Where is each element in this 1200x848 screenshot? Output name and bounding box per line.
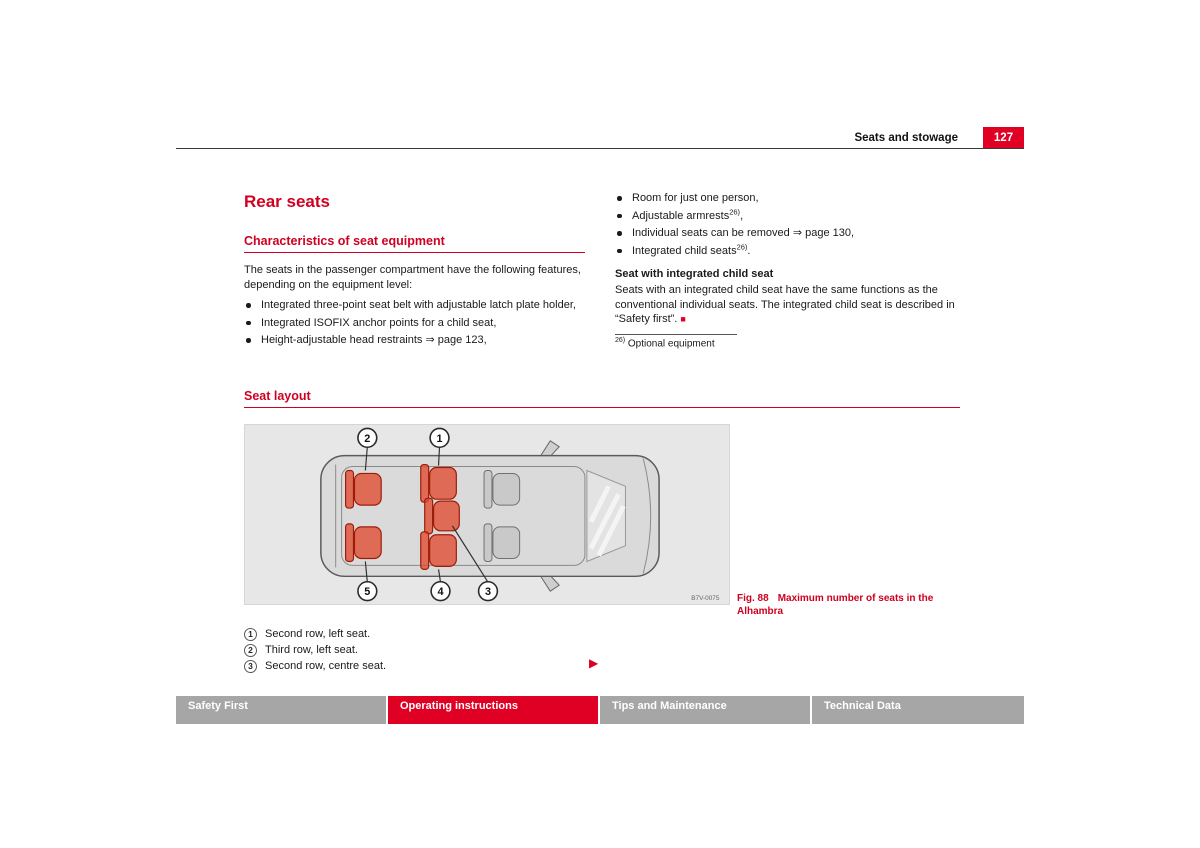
seat-layout-rule: [244, 407, 960, 408]
list-item-text: Adjustable armrests: [632, 209, 730, 222]
end-of-section-icon: ■: [680, 314, 686, 324]
figure-code: B7V-0075: [691, 595, 720, 603]
list-item-tail: .: [747, 244, 751, 257]
legend-number-icon: 2: [244, 644, 257, 657]
footer-tab-operating-instructions[interactable]: Operating instructions: [388, 696, 598, 724]
bullet-icon: [617, 249, 622, 254]
list-item-text: Height-adjustable head restraints ⇒ page 123,: [261, 334, 487, 346]
continued-arrow-icon: ▶: [589, 656, 599, 670]
footnote-ref: 26): [729, 206, 741, 216]
figure-caption-label: Fig. 88: [737, 593, 769, 604]
list-item-text: Integrated child seats: [632, 244, 737, 257]
legend-item: [244, 658, 386, 674]
footnote-text: Optional equipment: [627, 338, 715, 350]
section-heading-seat-layout: Seat layout: [244, 389, 311, 403]
list-item-text: Individual seats can be removed ⇒ page 130,: [632, 227, 855, 239]
front-seat-right: [484, 524, 520, 562]
second-row-right-seat: [421, 532, 457, 570]
car-top-view-diagram: [245, 425, 729, 604]
bullet-icon: [617, 231, 622, 236]
bullet-icon: [246, 303, 251, 308]
callout-1: [430, 428, 449, 447]
figure-seat-diagram: [244, 424, 730, 605]
footnote-rule: [615, 334, 737, 335]
svg-text:2: 2: [364, 432, 371, 445]
header-section-title: Seats and stowage: [854, 132, 958, 144]
legend-text: Second row, centre seat.: [265, 660, 387, 672]
page-number-badge: 127: [983, 127, 1024, 148]
legend-number-icon: 3: [244, 660, 257, 673]
list-item: [615, 193, 967, 205]
svg-text:3: 3: [484, 586, 492, 599]
list-item-text: Integrated three-point seat belt with adjustable latch plate holder,: [261, 299, 576, 311]
footer-tab-tips-maintenance[interactable]: Tips and Maintenance: [600, 696, 810, 724]
figure-caption: [737, 592, 977, 618]
section-heading-rule: [244, 252, 585, 253]
page-title: Rear seats: [244, 192, 331, 211]
legend-text: Second row, left seat.: [265, 628, 371, 640]
list-item: [615, 206, 967, 223]
list-item: [244, 318, 594, 330]
child-seat-text: Seats with an integrated child seat have the same functions as the conventional individual seats. The integrated child seat is described in “Safety first”.: [615, 284, 955, 325]
intro-paragraph: The seats in the passenger compartment have the following features, depending on the equipment level:: [244, 264, 581, 291]
svg-text:1: 1: [436, 432, 443, 445]
front-seat-left: [484, 470, 520, 508]
list-item: [615, 228, 967, 240]
footnote-marker: 26): [615, 337, 626, 344]
third-row-right-seat: [346, 524, 382, 562]
child-seat-heading: Seat with integrated child seat: [615, 268, 774, 280]
footer-tab-technical-data[interactable]: Technical Data: [812, 696, 1024, 724]
list-item: [244, 335, 594, 347]
list-item: [615, 241, 967, 258]
list-item-text: Room for just one person,: [632, 192, 759, 204]
footer-tab-safety-first[interactable]: Safety First: [176, 696, 386, 724]
header-rule: [176, 148, 1024, 149]
svg-text:5: 5: [364, 586, 371, 599]
section-heading-characteristics: Characteristics of seat equipment: [244, 234, 445, 248]
bullet-icon: [246, 338, 251, 343]
callout-2: [358, 428, 377, 447]
svg-text:4: 4: [437, 586, 444, 599]
callout-4: [431, 582, 450, 601]
list-item-text: Integrated ISOFIX anchor points for a child seat,: [261, 316, 497, 329]
legend-number-icon: 1: [244, 628, 257, 641]
child-seat-paragraph: [615, 283, 967, 327]
footnote-ref: 26): [736, 241, 748, 251]
bullet-icon: [617, 214, 622, 219]
list-item-tail: ,: [740, 209, 744, 222]
legend-item: [244, 642, 386, 658]
footnote: [615, 337, 715, 349]
callout-3: [479, 582, 498, 601]
callout-5: [358, 582, 377, 601]
legend-item: [244, 626, 386, 642]
third-row-left-seat: [346, 470, 382, 508]
second-row-left-seat: [421, 465, 457, 503]
feature-list-left: [244, 300, 594, 353]
figure-legend: [244, 626, 386, 674]
list-item: [244, 300, 594, 312]
legend-text: Third row, left seat.: [265, 644, 358, 656]
feature-list-right: [615, 193, 967, 263]
figure-caption-text: Maximum number of seats in the Alhambra: [737, 593, 934, 617]
bullet-icon: [246, 321, 251, 326]
bullet-icon: [617, 196, 622, 201]
